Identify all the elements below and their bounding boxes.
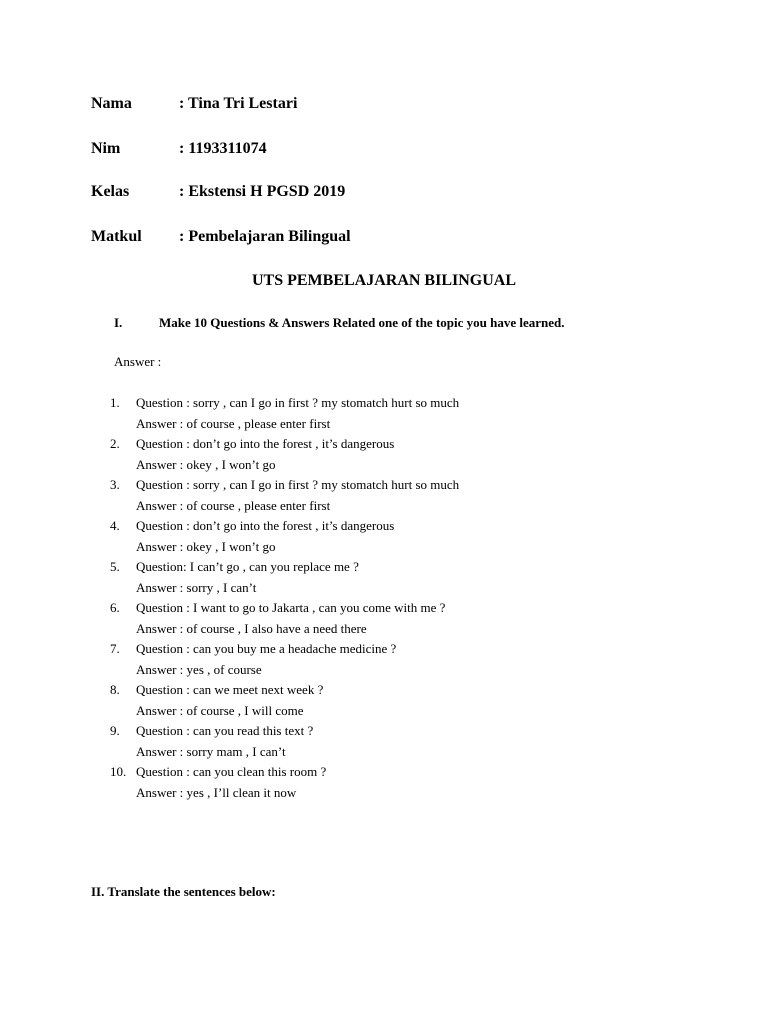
- answer-text: Answer : yes , I’ll clean it now: [136, 784, 297, 800]
- answer-text: Answer : sorry mam , I can’t: [136, 743, 286, 759]
- answer-text: Answer : of course , please enter first: [136, 497, 331, 513]
- info-label-nim: Nim: [91, 140, 121, 157]
- answer-label: Answer :: [114, 354, 162, 369]
- answer-text: Answer : of course , I also have a need there: [136, 620, 367, 636]
- info-value-kelas: : Ekstensi H PGSD 2019: [179, 183, 346, 200]
- section-one-number: I.: [114, 315, 123, 330]
- answer-text: Answer : yes , of course: [136, 661, 262, 677]
- question-text: Question : can you clean this room ?: [136, 764, 327, 779]
- question-text: Question : can we meet next week ?: [136, 682, 324, 697]
- answer-text: Answer : of course , I will come: [136, 702, 304, 718]
- list-item-number: 6.: [110, 600, 120, 615]
- question-text: Question : sorry , can I go in first ? my stomatch hurt so much: [136, 395, 460, 410]
- section-one-text: Make 10 Questions & Answers Related one of the topic you have learned.: [159, 315, 565, 330]
- info-value-matkul: : Pembelajaran Bilingual: [179, 228, 351, 245]
- question-text: Question: I can’t go , can you replace me ?: [136, 559, 359, 574]
- list-item-number: 7.: [110, 641, 120, 656]
- list-item-number: 4.: [110, 518, 120, 533]
- info-value-nim: : 1193311074: [179, 140, 267, 157]
- list-item-number: 10.: [110, 764, 127, 779]
- list-item-number: 8.: [110, 682, 120, 697]
- question-text: Question : don’t go into the forest , it’s dangerous: [136, 436, 395, 451]
- list-item-number: 5.: [110, 559, 120, 574]
- list-item-number: 2.: [110, 436, 120, 451]
- answer-text: Answer : okey , I won’t go: [136, 456, 276, 472]
- section-two-heading: II. Translate the sentences below:: [91, 884, 276, 899]
- list-item-number: 3.: [110, 477, 120, 492]
- question-text: Question : can you buy me a headache medicine ?: [136, 641, 397, 656]
- answer-text: Answer : sorry , I can’t: [136, 579, 257, 595]
- list-item-number: 1.: [110, 395, 120, 410]
- question-text: Question : sorry , can I go in first ? my stomatch hurt so much: [136, 477, 460, 492]
- list-item-number: 9.: [110, 723, 120, 738]
- question-text: Question : don’t go into the forest , it’s dangerous: [136, 518, 395, 533]
- answer-text: Answer : okey , I won’t go: [136, 538, 276, 554]
- info-value-nama: : Tina Tri Lestari: [179, 95, 298, 112]
- document-title: UTS PEMBELAJARAN BILINGUAL: [251, 272, 517, 289]
- info-label-kelas: Kelas: [91, 183, 130, 200]
- info-label-nama: Nama: [91, 95, 132, 112]
- question-text: Question : I want to go to Jakarta , can you come with me ?: [136, 600, 446, 615]
- info-label-matkul: Matkul: [91, 228, 142, 245]
- answer-text: Answer : of course , please enter first: [136, 415, 331, 431]
- question-text: Question : can you read this text ?: [136, 723, 314, 738]
